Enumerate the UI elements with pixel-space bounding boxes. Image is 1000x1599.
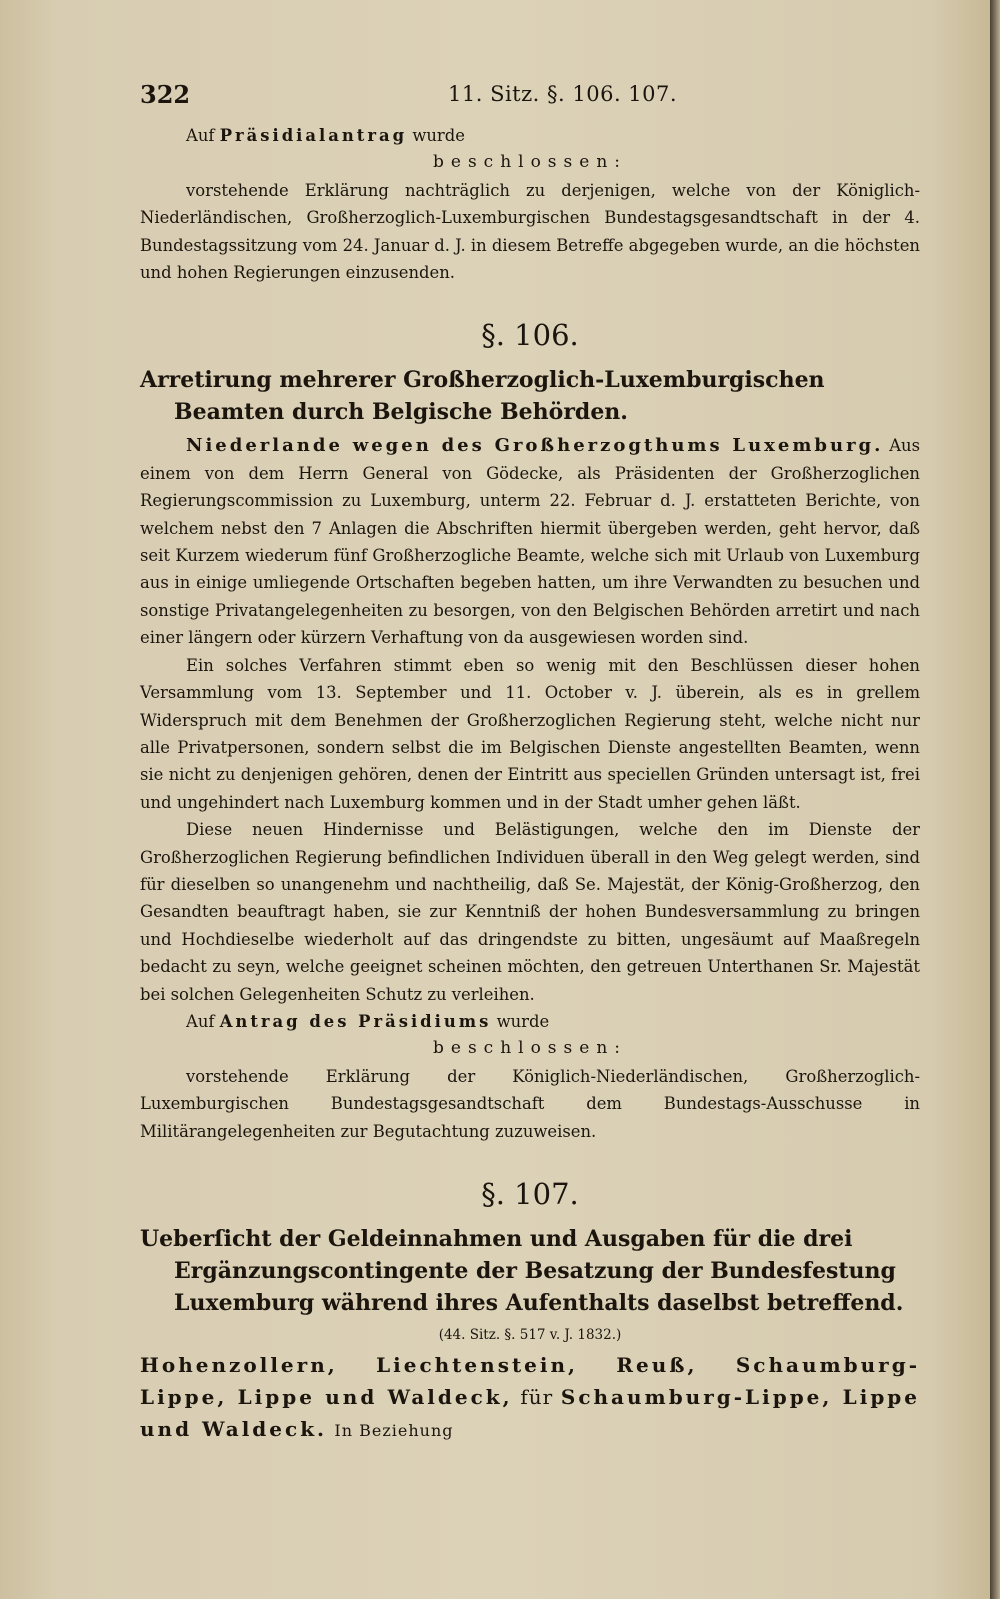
running-head: 11. Sitz. §. 106. 107.: [448, 82, 678, 106]
motion-name: Präsidialantrag: [219, 126, 408, 145]
section-107-reference: (44. Sitz. §. 517 v. J. 1832.): [438, 1327, 622, 1343]
section-106-paragraph-3: Diese neuen Hindernisse und Belästigungen, welche den im Dienste der Großherzoglichen Regierung befindlichen Individuen überall in den Weg gelegt werden, sind für dieselben so unangenehm und nachtheilig, daß Se. Majestät, der König-Großherzog, den Gesandten beauftragt haben, sie zur Kenntniß der hohen Bundesversammlung zu bringen und Hochdieselbe wiederholt auf das dringendste zu bitten, ungesäumt auf Maaßregeln bedacht zu seyn, welche geeignet scheinen möchten, den getreuen Unterthanen Sr. Majestät bei solchen Gelegenheiten Schutz zu verleihen.: [140, 820, 920, 1004]
page-number: 322: [140, 80, 191, 109]
section-106-paragraph-2: Ein solches Verfahren stimmt eben so wenig mit den Beschlüssen dieser hohen Versammlung vom 13. September und 11. October v. J. überein, als es in grellem Widerspruch mit dem Benehmen der Großherzoglichen Regierung steht, welche nicht nur alle Privatpersonen, sondern selbst die im Belgischen Dienste angestellten Beamten, wenn sie nicht zu denjenigen gehören, denen der Eintritt aus speciellen Gründen untersagt ist, frei und ungehindert nach Luxemburg kommen und in der Stadt umher gehen läßt.: [140, 655, 920, 812]
motion-name-2: Antrag des Präsidiums: [219, 1011, 492, 1031]
page-edge-shadow: [990, 0, 1000, 1599]
page-header: [140, 80, 920, 120]
party-name: Niederlande wegen des Großherzogthums Luxemburg.: [186, 435, 884, 457]
states-list: Hohenzollern, Liechtenstein, Reuß, Schaumburg-Lippe, Lippe und Waldeck,: [140, 1353, 920, 1409]
states-for-list: Schaumburg-Lippe, Lippe und Waldeck.: [140, 1385, 921, 1441]
motion-lead-2: Auf: [186, 1011, 215, 1031]
resolution-text: vorstehende Erklärung nachträglich zu derjenigen, welche von der Königlich-Niederländischen, Großherzoglich-Luxemburgischen Bundestagsgesandtschaft in der 4. Bundestagssitzung vom 24. Januar d. J. in diesem Betreffe abgegeben wurde, an die höchsten und hohen Regierungen einzusenden.: [140, 180, 920, 283]
section-107-title: §. 107.: [481, 1177, 579, 1211]
motion-after: wurde: [412, 126, 465, 145]
section-107-heading: Ueberſicht der Geldeinnahmen und Ausgaben für die drei Ergänzungscontingente der Besatzung der Bundesfestung Luxemburg während ihres Aufenthalts daselbst betreffend.: [140, 1226, 904, 1316]
motion-line-2: [140, 1008, 920, 1035]
motion-line: [140, 122, 920, 149]
states-line: [140, 1349, 920, 1447]
section-106-title: §. 106.: [481, 318, 579, 353]
motion-after-2: wurde: [496, 1011, 550, 1031]
page-body: [140, 122, 920, 1447]
resolved-label-2: beschlossen:: [433, 1038, 627, 1059]
section-106-heading: Arretirung mehrerer Großherzoglich-Luxemburgischen Beamten durch Belgische Behörden.: [140, 367, 825, 426]
motion-lead: Auf: [186, 126, 215, 145]
paragraph-1-text: Aus einem von dem Herrn General von Gödecke, als Präsidenten der Großherzoglichen Regierungscommission zu Luxemburg, unterm 22. Februar d. J. erstatteten Berichte, von welchem nebst den 7 Anlagen die Abschriften hiermit übergeben werden, geht hervor, daß seit Kurzem wiederum fünf Großherzogliche Beamte, welche sich mit Urlaub von Luxemburg aus in einige umliegende Ortschaften begeben hatten, um ihre Verwandten zu besuchen und sonstige Privatangelegenheiten zu besorgen, von den Belgischen Behörden arretirt und nach einer längern oder kürzern Verhaftung von da ausgewiesen worden sind.: [140, 436, 920, 648]
section-106-paragraph-1: [140, 432, 920, 651]
states-for: für: [520, 1385, 554, 1409]
resolved-label: beschlossen:: [433, 152, 627, 173]
trailing-text: In Beziehung: [334, 1421, 454, 1440]
decision-text: vorstehende Erklärung der Königlich-Niederländischen, Großherzoglich-Luxemburgischen Bundestagsgesandtschaft dem Bundestags-Ausschusse in Militärangelegenheiten zur Begutachtung zuzuweisen.: [140, 1066, 920, 1141]
